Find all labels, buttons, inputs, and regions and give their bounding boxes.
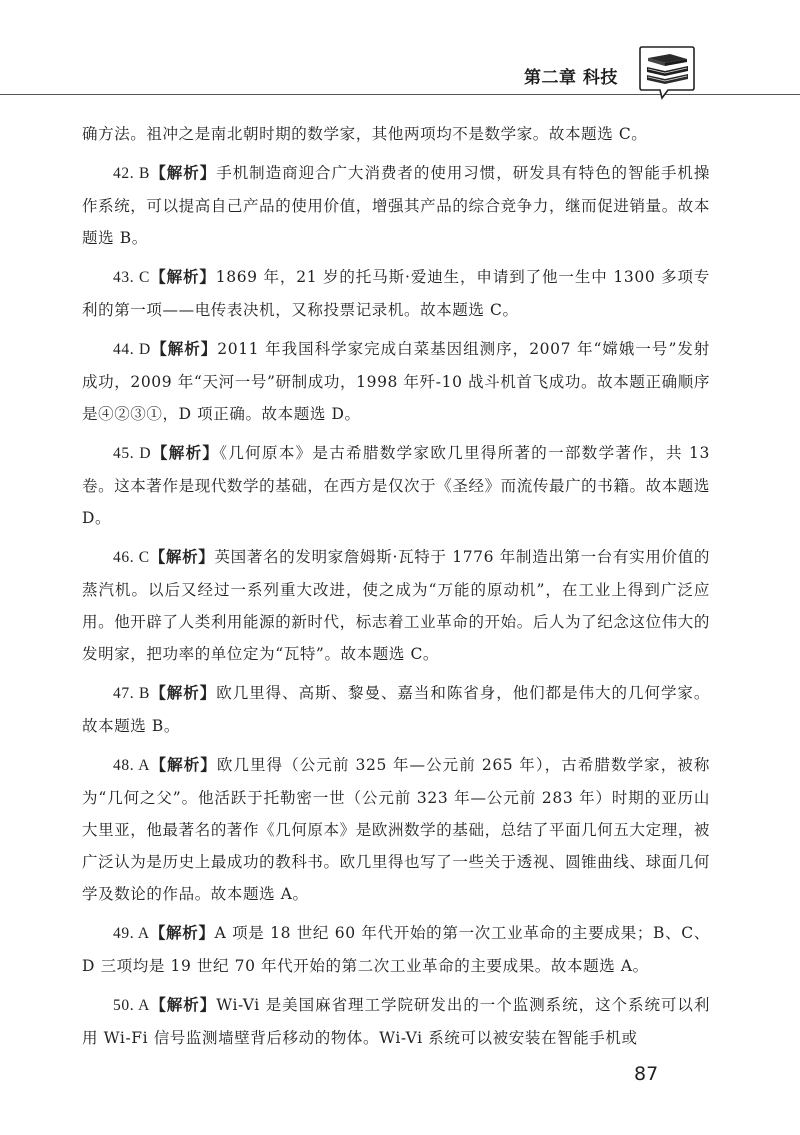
answer-49: [82, 917, 710, 989]
analysis-tag: 【解析】: [150, 340, 218, 358]
page-number: 87: [634, 1063, 659, 1085]
paragraph-text: 2011 年我国科学家完成白菜基因组测序，2007 年“嫦娥一号”发射成功，2009 年“天河一号”研制成功，1998 年歼-10 战斗机首飞成功。故本题正确顺序是④②③①，D 项正确。故本题选 D。: [82, 340, 710, 423]
paragraph-text: 英国著名的发明家詹姆斯·瓦特于 1776 年制造出第一台有实用价值的蒸汽机。以后又经过一系列重大改进，使之成为“万能的原动机”，在工业上得到广泛应用。他开辟了人类利用能源的新时代，标志着工业革命的开始。后人为了纪念这位伟大的发明家，把功率的单位定为“瓦特”。故本题选 C。: [82, 548, 710, 663]
paragraph-text: 确方法。祖冲之是南北朝时期的数学家，其他两项均不是数学家。故本题选 C。: [82, 125, 648, 143]
answer-number: 50. A: [113, 997, 150, 1014]
answer-43: [82, 261, 710, 333]
analysis-tag: 【解析】: [150, 756, 217, 774]
analysis-tag: 【解析】: [149, 684, 217, 702]
answer-47: [82, 677, 710, 749]
books-speech-bubble-icon: [638, 44, 696, 100]
answer-42: [82, 157, 710, 261]
answer-number: 45. D: [113, 445, 152, 462]
analysis-tag: 【解析】: [149, 924, 215, 942]
answer-explanations: [82, 118, 710, 1061]
answer-50: [82, 989, 710, 1061]
chapter-title: 第二章 科技: [524, 68, 618, 88]
answer-48: [82, 749, 710, 917]
answer-number: 47. B: [113, 685, 150, 702]
paragraph-text: 欧几里得、高斯、黎曼、嘉当和陈省身，他们都是伟大的几何学家。故本题选 B。: [82, 684, 710, 735]
page-header: [0, 0, 800, 110]
answer-number: 48. A: [113, 757, 151, 774]
answer-44: [82, 333, 710, 437]
paragraph-continuation: [82, 118, 710, 157]
analysis-tag: 【解析】: [149, 268, 216, 286]
analysis-tag: 【解析】: [149, 164, 217, 182]
paragraph-text: A 项是 18 世纪 60 年代开始的第一次工业革命的主要成果；B、C、D 三项均是 19 世纪 70 年代开始的第二次工业革命的主要成果。故本题选 A。: [82, 924, 710, 975]
answer-number: 43. C: [113, 269, 150, 286]
paragraph-text: Wi-Vi 是美国麻省理工学院研发出的一个监测系统，这个系统可以利用 Wi-Fi 信号监测墙壁背后移动的物体。Wi-Vi 系统可以被安装在智能手机或: [82, 996, 710, 1047]
answer-45: [82, 437, 710, 541]
answer-number: 46. C: [113, 549, 150, 566]
paragraph-text: 《几何原本》是古希腊数学家欧几里得所著的一部数学著作，共 13 卷。这本著作是现代数学的基础，在西方是仅次于《圣经》而流传最广的书籍。故本题选 D。: [82, 444, 710, 527]
analysis-tag: 【解析】: [149, 548, 215, 566]
paragraph-text: 1869 年，21 岁的托马斯·爱迪生，申请到了他一生中 1300 多项专利的第一项——电传表决机，又称投票记录机。故本题选 C。: [82, 268, 711, 319]
paragraph-text: 欧几里得（公元前 325 年—公元前 265 年），古希腊数学家，被称为“几何之父”。他活跃于托勒密一世（公元前 323 年—公元前 283 年）时期的亚历山大里亚，他最著名的著作《几何原本》是欧洲数学的基础，总结了平面几何五大定理，被广泛认为是历史上最成功的教科书。欧几里得也写了一些关于透视、圆锥曲线、球面几何学及数论的作品。故本题选 A。: [82, 756, 710, 903]
analysis-tag: 【解析】: [149, 996, 217, 1014]
paragraph-text: 手机制造商迎合广大消费者的使用习惯，研发具有特色的智能手机操作系统，可以提高自己产品的使用价值，增强其产品的综合竞争力，继而促进销量。故本题选 B。: [82, 164, 710, 247]
answer-number: 42. B: [113, 165, 150, 182]
answer-number: 49. A: [113, 925, 150, 942]
answer-number: 44. D: [113, 341, 151, 358]
analysis-tag: 【解析】: [151, 444, 220, 462]
answer-46: [82, 541, 710, 677]
